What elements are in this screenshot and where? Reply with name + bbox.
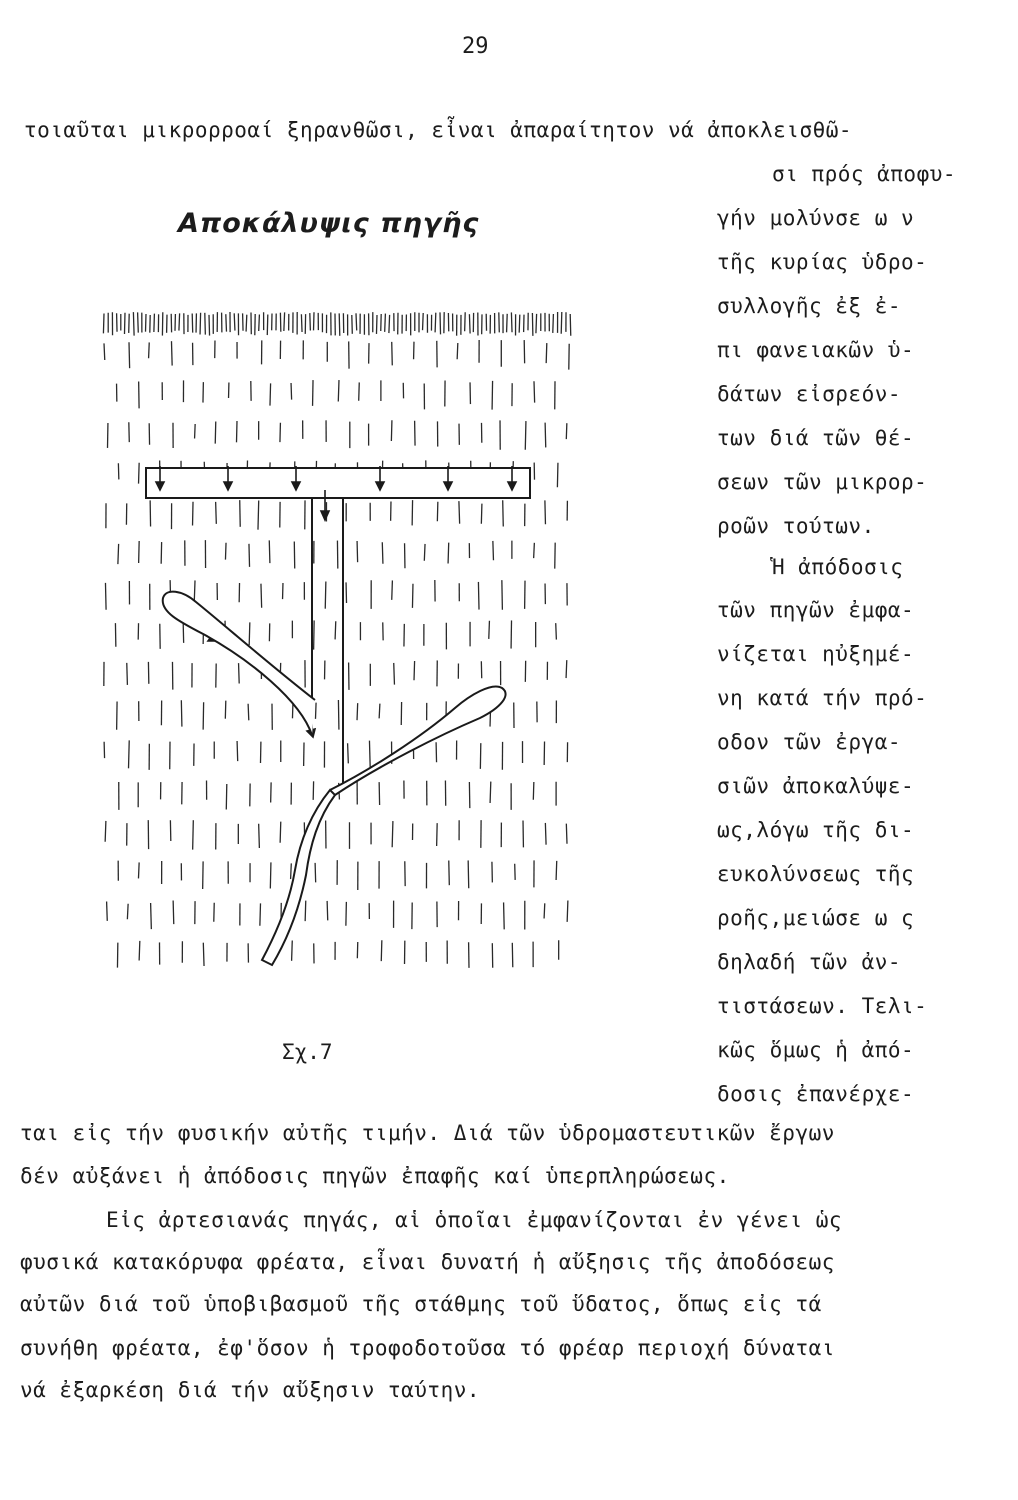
- figure-caption: Σχ.7: [282, 1040, 333, 1064]
- hatch-dash: [261, 584, 262, 608]
- page-number: 29: [462, 34, 489, 59]
- text-line: ται εἰς τήν φυσικήν αὐτῆς τιμήν. Διά τῶν ὑδρομαστευτικῶν ἔργων: [20, 1121, 835, 1145]
- hatch-dash: [448, 543, 449, 564]
- text-line: σεων τῶν μικρορ-: [717, 470, 928, 494]
- hatch-dash: [154, 314, 155, 332]
- text-line: οδον τῶν ἐργα-: [717, 730, 902, 754]
- hatch-dash: [392, 580, 393, 599]
- hatch-dash: [195, 424, 196, 439]
- text-line: φυσικά κατακόρυφα φρέατα, εἶναι δυνατή ἡ αὔξησις τῆς ἀποδόσεως: [20, 1250, 835, 1274]
- text-line: κῶς ὅμως ἡ ἀπό-: [717, 1038, 915, 1062]
- text-line: νη κατά τήν πρό-: [717, 686, 928, 710]
- hatch-dash: [270, 862, 271, 888]
- text-line: δηλαδή τῶν ἀν-: [717, 950, 902, 974]
- hatch-dash: [553, 314, 554, 333]
- hatch-dash: [536, 314, 537, 333]
- hatch-dash: [519, 315, 520, 333]
- hatch-dash: [280, 822, 281, 843]
- hatch-dash: [546, 343, 547, 363]
- hatch-dash: [105, 821, 106, 842]
- hatch-dash: [369, 741, 370, 768]
- hatch-dash: [424, 544, 425, 561]
- hatch-dash: [129, 740, 130, 768]
- hatch-dash: [246, 315, 247, 332]
- hatch-dash: [200, 313, 201, 335]
- hatch-dash: [389, 315, 390, 333]
- text-line: νά ἐξαρκέση διά τήν αὔξησιν ταύτην.: [20, 1378, 481, 1402]
- hatch-dash: [127, 904, 128, 920]
- hatch-dash: [239, 663, 240, 683]
- hatch-dash: [440, 312, 441, 334]
- hatch-dash: [465, 312, 466, 331]
- hatch-dash: [292, 941, 293, 961]
- hatch-dash: [356, 313, 357, 330]
- hatch-dash: [192, 313, 193, 332]
- hatch-dash: [449, 860, 450, 885]
- hatch-dash: [269, 540, 270, 563]
- flow-arrow-head: [321, 511, 329, 520]
- hatch-dash: [225, 543, 226, 560]
- hatch-dash: [216, 502, 217, 524]
- hatch-dash: [291, 383, 292, 400]
- hatch-dash: [305, 901, 306, 921]
- hatch-dash: [504, 902, 505, 929]
- hatch-dash: [270, 383, 271, 405]
- hatch-dash: [248, 704, 249, 721]
- hatch-dash: [325, 581, 326, 608]
- hatch-dash: [545, 423, 546, 448]
- text-line: τιστάσεων. Τελι-: [717, 994, 928, 1018]
- hatch-dash: [357, 703, 358, 720]
- hatch-dash: [310, 313, 311, 330]
- hatch-dash: [481, 504, 482, 524]
- figure-title: Αποκάλυψις πηγῆς: [178, 208, 480, 239]
- hatch-dash: [104, 343, 105, 360]
- hatch-dash: [237, 741, 238, 761]
- hatch-dash: [259, 824, 260, 848]
- hatch-dash: [215, 422, 216, 444]
- hatch-dash: [490, 782, 491, 803]
- hatch-dash: [226, 784, 227, 810]
- hatch-dash: [284, 312, 285, 331]
- hatch-dash: [544, 903, 545, 918]
- hatch-dash: [503, 500, 504, 526]
- hatch-dash: [314, 620, 315, 649]
- hatch-dash: [315, 703, 316, 719]
- hatch-dash: [301, 314, 302, 332]
- text-line: δάτων εἰσρεόν-: [717, 382, 902, 406]
- hatch-dash: [357, 541, 358, 562]
- hatch-dash: [194, 580, 195, 601]
- hatch-dash: [382, 542, 383, 563]
- hatch-dash: [414, 661, 415, 680]
- text-line: Ἡ ἀπόδοσις: [772, 555, 904, 579]
- hatch-dash: [385, 314, 386, 332]
- hatch-dash: [379, 704, 380, 719]
- hatch-dash: [423, 313, 424, 330]
- hatch-dash: [566, 423, 567, 439]
- hatch-dash: [209, 315, 210, 336]
- hatch-dash: [376, 315, 377, 334]
- hatch-dash: [392, 821, 393, 847]
- text-line: δέν αὐξάνει ἡ ἀπόδοσις πηγῶν ἐπαφῆς καί ὑπερπληρώσεως.: [20, 1164, 730, 1188]
- hatch-dash: [291, 863, 292, 879]
- text-line: των διά τῶν θέ-: [717, 426, 915, 450]
- text-line: Εἰς ἀρτεσιανάς πηγάς, αἱ ὁποῖαι ἐμφανίζονται ἐν γένει ὡς: [106, 1208, 843, 1232]
- ground-hatching: [103, 312, 570, 968]
- hatch-dash: [139, 463, 140, 484]
- hatch-dash: [457, 343, 458, 359]
- hatch-dash: [493, 541, 494, 560]
- hatch-dash: [394, 663, 395, 685]
- hatch-dash: [138, 862, 139, 878]
- hatch-dash: [179, 313, 180, 330]
- hatch-dash: [181, 700, 182, 726]
- hatch-dash: [478, 582, 479, 610]
- trench-stem: [312, 498, 343, 790]
- hatch-dash: [435, 313, 436, 333]
- hatch-dash: [139, 941, 140, 961]
- hatch-dash: [545, 500, 546, 524]
- hatch-dash: [502, 580, 503, 610]
- hatch-dash: [234, 313, 235, 330]
- hatch-dash: [107, 902, 108, 921]
- text-line: συλλογῆς ἐξ ἐ-: [717, 294, 902, 318]
- hatch-dash: [566, 824, 567, 844]
- hatch-dash: [489, 621, 490, 639]
- hatch-dash: [359, 382, 360, 400]
- hatch-dash: [171, 341, 172, 365]
- hatch-dash: [338, 700, 339, 730]
- text-line: ευκολύνσεως τῆς: [717, 862, 915, 886]
- hatch-dash: [437, 823, 438, 846]
- hatch-dash: [267, 314, 268, 335]
- hatch-dash: [315, 863, 316, 883]
- text-line: σι πρός ἀποφυ-: [772, 162, 957, 186]
- hatch-dash: [133, 312, 134, 335]
- hatch-dash: [203, 943, 204, 966]
- text-line: τοιαῦται μικρορροαί ξηρανθῶσι, εἶναι ἀπαραίτητον νά ἀποκλεισθῶ-: [24, 118, 853, 142]
- text-line: δοσις ἐπανέρχε-: [717, 1082, 915, 1106]
- text-line: γήν μολύνσε ω ν: [717, 206, 915, 230]
- hatch-dash: [570, 314, 571, 336]
- hatch-dash: [249, 622, 250, 645]
- text-line: τῆς κυρίας ὑδρο-: [717, 250, 928, 274]
- hatch-dash: [259, 314, 260, 331]
- text-line: ροῆς,μειώσε ω ς: [717, 906, 915, 930]
- hatch-dash: [534, 543, 535, 558]
- hatch-dash: [511, 312, 512, 332]
- hatch-dash: [556, 623, 557, 639]
- hatch-dash: [545, 823, 546, 845]
- hatch-dash: [149, 342, 150, 358]
- hatch-dash: [249, 544, 250, 567]
- hatch-dash: [459, 501, 460, 524]
- hatch-dash: [381, 940, 382, 961]
- hatch-dash: [258, 500, 259, 529]
- lower-right-branch: [330, 686, 506, 795]
- hatch-dash: [339, 313, 340, 335]
- hatch-dash: [391, 420, 392, 441]
- hatch-dash: [327, 901, 328, 920]
- text-line: πι φανειακῶν ὑ-: [717, 338, 915, 362]
- hatch-dash: [412, 584, 413, 608]
- hatch-dash: [468, 860, 469, 888]
- hatch-dash: [525, 421, 526, 450]
- hatch-dash: [226, 314, 227, 331]
- hatch-dash: [348, 743, 349, 763]
- hatch-dash: [392, 342, 393, 366]
- inflow-arrows: [156, 466, 516, 737]
- text-line: σιῶν ἀποκαλύψε-: [717, 774, 915, 798]
- hatch-dash: [127, 663, 128, 685]
- hatch-dash: [561, 312, 562, 334]
- hatch-dash: [129, 342, 130, 368]
- main-outflow-channel: [262, 790, 335, 965]
- hatch-dash: [469, 314, 470, 333]
- hatch-dash: [507, 314, 508, 332]
- text-line: νίζεται ηὐξημέ-: [717, 642, 915, 666]
- hatch-dash: [103, 313, 104, 333]
- hatch-dash: [151, 903, 152, 929]
- hatch-dash: [557, 463, 558, 487]
- hatch-dash: [335, 621, 336, 639]
- hatch-dash: [105, 583, 106, 610]
- hatch-dash: [533, 782, 534, 800]
- hatch-dash: [566, 660, 567, 678]
- hatch-dash: [139, 541, 140, 563]
- text-line: συνήθη φρέατα, ἐφ'ὅσον ἡ τροφοδοτοῦσα τό φρέαρ περιοχή δύναται: [20, 1336, 835, 1360]
- hatch-dash: [124, 313, 125, 334]
- hatch-dash: [173, 901, 174, 925]
- text-line: ως,λόγω τῆς δι-: [717, 818, 915, 842]
- hatch-dash: [260, 903, 261, 925]
- hatch-dash: [567, 901, 568, 922]
- text-line: τῶν πηγῶν ἐμφα-: [717, 598, 915, 622]
- hatch-dash: [205, 313, 206, 335]
- text-line: αὐτῶν διά τοῦ ὑποβιβασμοῦ τῆς στάθμης τοῦ ὕδατος, ὅπως εἰς τά: [20, 1292, 822, 1316]
- hatch-dash: [556, 861, 557, 880]
- hatch-dash: [534, 381, 535, 402]
- hatch-dash: [237, 421, 238, 442]
- hatch-dash: [138, 312, 139, 332]
- hatch-dash: [193, 820, 194, 849]
- hatch-dash: [338, 380, 339, 401]
- text-line: ροῶν τούτων.: [717, 514, 875, 538]
- hatch-dash: [118, 544, 119, 564]
